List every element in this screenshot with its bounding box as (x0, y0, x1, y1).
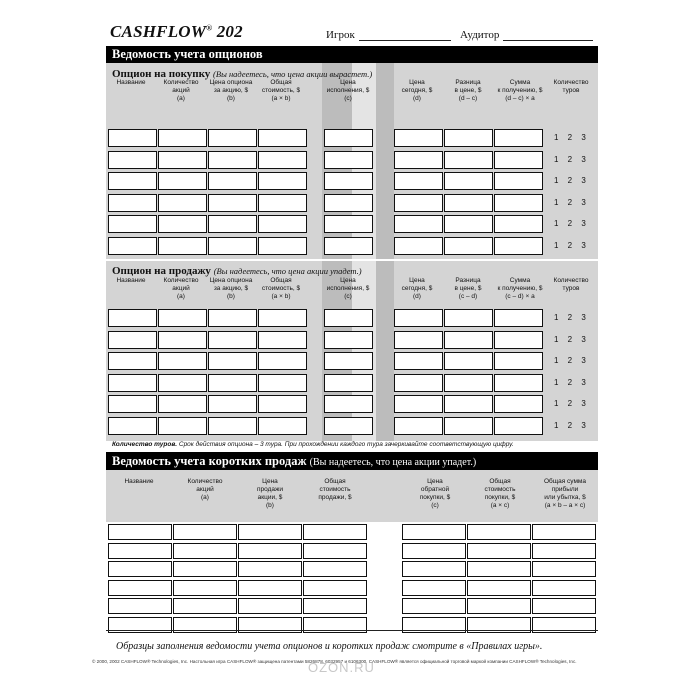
put-row-1-cell-4[interactable] (258, 309, 307, 327)
put-col-header: Общая стоимость, $ (a × b) (261, 277, 301, 300)
call-row-2-cell-6[interactable] (394, 151, 443, 169)
put-row-6-tours[interactable]: 1 2 3 (554, 420, 586, 430)
put-col-header: Название (116, 277, 146, 284)
short-row-1-cell-7[interactable] (532, 524, 596, 540)
put-row-5-tours[interactable]: 1 2 3 (554, 399, 586, 408)
put-col-header: Цена исполнения, $ (c) (326, 277, 370, 300)
call-row-5-cell-6[interactable] (394, 215, 443, 233)
put-row-4-cell-3[interactable] (208, 374, 257, 392)
put-row-6-cell-1[interactable] (108, 417, 157, 435)
put-row-3-cell-2[interactable] (158, 352, 207, 370)
put-row-2-cell-8[interactable] (494, 331, 543, 349)
footer-note: Образцы заполнения ведомости учета опционов и коротких продаж смотрите в «Правилах игры». (116, 641, 543, 652)
call-row-1-cell-6[interactable] (394, 129, 443, 147)
put-row-4-tours[interactable]: 1 2 3 (554, 377, 586, 387)
call-row-6-cell-8[interactable] (494, 237, 543, 255)
call-row-6-cell-5[interactable] (324, 237, 373, 255)
short-row-1-cell-1[interactable] (108, 524, 172, 540)
put-row-2-cell-2[interactable] (158, 331, 207, 349)
put-row-3-cell-3[interactable] (208, 352, 257, 370)
call-row-2-cell-7[interactable] (444, 151, 493, 169)
put-row-2-cell-5[interactable] (324, 331, 373, 349)
call-row-1-cell-3[interactable] (208, 129, 257, 147)
short-row-2-cell-3[interactable] (238, 543, 302, 559)
put-row-2-cell-1[interactable] (108, 331, 157, 349)
short-row-4-cell-7[interactable] (532, 580, 596, 596)
put-row-4-cell-5[interactable] (324, 374, 373, 392)
call-row-5-cell-7[interactable] (444, 215, 493, 233)
short-row-1-cell-3[interactable] (238, 524, 302, 540)
call-row-6-cell-4[interactable] (258, 237, 307, 255)
put-row-1-cell-6[interactable] (394, 309, 443, 327)
short-row-3-cell-6[interactable] (467, 561, 531, 577)
put-row-1-cell-3[interactable] (208, 309, 257, 327)
short-row-4-cell-5[interactable] (402, 580, 466, 596)
call-row-5-cell-2[interactable] (158, 215, 207, 233)
short-row-3-cell-2[interactable] (173, 561, 237, 577)
copyright-line: © 2000, 2002 CASHFLOW® Technologies, Inc. Настольная игра CASHFLOW® защищена патентами 5826878, 6032957 и 6106300. CASHFLOW® является официальной торговой маркой компании CASHFLOW® Technologies, Inc. (92, 659, 577, 664)
put-row-6-cell-8[interactable] (494, 417, 543, 435)
call-row-1-cell-7[interactable] (444, 129, 493, 147)
put-col-header: Сумма к получению, $ (c – d) × a (497, 277, 543, 300)
call-row-1-cell-8[interactable] (494, 129, 543, 147)
call-row-1-tours[interactable]: 1 2 3 (554, 133, 586, 142)
short-sales-title: Ведомость учета коротких продаж (Вы надеетесь, что цена акции упадет.) (106, 452, 598, 470)
put-row-2-tours[interactable]: 1 2 3 (554, 334, 586, 344)
call-col-header: Цена сегодня, $ (d) (401, 79, 433, 102)
short-row-1-cell-5[interactable] (402, 524, 466, 540)
cashflow-202-sheet (92, 18, 598, 670)
call-row-6-cell-1[interactable] (108, 237, 157, 255)
short-row-2-cell-2[interactable] (173, 543, 237, 559)
put-row-1-cell-1[interactable] (108, 309, 157, 327)
put-row-2-cell-3[interactable] (208, 331, 257, 349)
short-row-5-cell-6[interactable] (467, 598, 531, 614)
short-sales-header (106, 470, 598, 522)
call-row-4-cell-7[interactable] (444, 194, 493, 212)
sheet-header (106, 18, 598, 46)
short-row-2-cell-4[interactable] (303, 543, 367, 559)
options-ledger-title: Ведомость учета опционов (106, 46, 598, 63)
put-row-3-cell-4[interactable] (258, 352, 307, 370)
call-row-2-cell-5[interactable] (324, 151, 373, 169)
put-row-2-cell-7[interactable] (444, 331, 493, 349)
call-col-header: Общая стоимость, $ (a × b) (261, 79, 301, 102)
put-row-1-cell-2[interactable] (158, 309, 207, 327)
call-row-3-cell-4[interactable] (258, 172, 307, 190)
brand-title: CASHFLOW® 202 (110, 22, 243, 41)
short-row-2-cell-6[interactable] (467, 543, 531, 559)
call-row-4-cell-2[interactable] (158, 194, 207, 212)
put-row-3-tours[interactable]: 1 2 3 (554, 356, 586, 365)
put-row-5-cell-5[interactable] (324, 395, 373, 413)
put-col-header: Цена опциона за акцию, $ (b) (209, 277, 253, 300)
short-row-3-cell-5[interactable] (402, 561, 466, 577)
short-row-1-cell-2[interactable] (173, 524, 237, 540)
put-row-3-cell-6[interactable] (394, 352, 443, 370)
short-row-5-cell-5[interactable] (402, 598, 466, 614)
call-row-6-cell-2[interactable] (158, 237, 207, 255)
short-row-3-cell-4[interactable] (303, 561, 367, 577)
put-row-5-cell-3[interactable] (208, 395, 257, 413)
put-row-5-cell-2[interactable] (158, 395, 207, 413)
player-field[interactable]: Игрок (326, 29, 451, 41)
call-row-6-cell-3[interactable] (208, 237, 257, 255)
call-row-1-cell-4[interactable] (258, 129, 307, 147)
call-row-5-cell-3[interactable] (208, 215, 257, 233)
tours-note: Количество туров. Срок действия опциона – 3 тура. При прохождении каждого тура зачеркивайте соответствующую цифру. (112, 441, 514, 448)
put-row-5-cell-6[interactable] (394, 395, 443, 413)
short-row-5-cell-7[interactable] (532, 598, 596, 614)
watermark: OZON.RU (308, 660, 375, 675)
call-row-5-cell-8[interactable] (494, 215, 543, 233)
put-row-5-cell-8[interactable] (494, 395, 543, 413)
short-col-header: Общая стоимость покупки, $ (a × c) (484, 478, 516, 509)
call-row-1-cell-5[interactable] (324, 129, 373, 147)
call-row-6-cell-6[interactable] (394, 237, 443, 255)
short-row-3-cell-1[interactable] (108, 561, 172, 577)
put-row-1-tours[interactable]: 1 2 3 (554, 313, 586, 322)
put-row-6-cell-2[interactable] (158, 417, 207, 435)
put-row-3-cell-8[interactable] (494, 352, 543, 370)
call-row-4-cell-4[interactable] (258, 194, 307, 212)
put-row-3-cell-1[interactable] (108, 352, 157, 370)
put-row-3-cell-7[interactable] (444, 352, 493, 370)
short-col-header: Название (124, 478, 154, 485)
call-row-4-cell-3[interactable] (208, 194, 257, 212)
short-row-1-cell-4[interactable] (303, 524, 367, 540)
short-col-header: Общая стоимость продажи, $ (318, 478, 352, 501)
auditor-field[interactable]: Аудитор (460, 29, 593, 41)
short-row-5-cell-2[interactable] (173, 598, 237, 614)
put-row-2-cell-4[interactable] (258, 331, 307, 349)
put-col-header: Количество акций (a) (163, 277, 199, 300)
put-options-section (106, 261, 598, 441)
call-row-3-cell-5[interactable] (324, 172, 373, 190)
put-col-header: Разница в цене, $ (c – d) (454, 277, 482, 300)
put-row-2-cell-6[interactable] (394, 331, 443, 349)
call-row-3-cell-3[interactable] (208, 172, 257, 190)
short-col-header: Цена продажи акции, $ (b) (257, 478, 283, 509)
call-row-5-cell-4[interactable] (258, 215, 307, 233)
put-row-1-cell-8[interactable] (494, 309, 543, 327)
call-row-2-cell-1[interactable] (108, 151, 157, 169)
call-row-3-cell-1[interactable] (108, 172, 157, 190)
put-options-heading: Опцион на продажу (Вы надеетесь, что цена акции упадет.) (112, 265, 362, 277)
short-row-4-cell-1[interactable] (108, 580, 172, 596)
short-row-5-cell-3[interactable] (238, 598, 302, 614)
short-row-2-cell-5[interactable] (402, 543, 466, 559)
call-col-header: Количество акций (a) (163, 79, 199, 102)
call-col-header: Сумма к получению, $ (d – c) × a (497, 79, 543, 102)
call-row-2-tours[interactable]: 1 2 3 (554, 154, 586, 164)
call-row-2-cell-8[interactable] (494, 151, 543, 169)
short-row-4-cell-6[interactable] (467, 580, 531, 596)
call-row-4-cell-5[interactable] (324, 194, 373, 212)
put-row-4-cell-8[interactable] (494, 374, 543, 392)
call-row-1-cell-2[interactable] (158, 129, 207, 147)
short-row-4-cell-4[interactable] (303, 580, 367, 596)
call-row-3-cell-2[interactable] (158, 172, 207, 190)
call-col-header: Цена опциона за акцию, $ (b) (209, 79, 253, 102)
call-row-5-tours[interactable]: 1 2 3 (554, 219, 586, 228)
short-col-header: Цена обратной покупки, $ (c) (419, 478, 451, 509)
put-col-header: Цена сегодня, $ (d) (401, 277, 433, 300)
put-row-4-cell-7[interactable] (444, 374, 493, 392)
put-row-4-cell-1[interactable] (108, 374, 157, 392)
put-row-1-cell-5[interactable] (324, 309, 373, 327)
put-row-4-cell-4[interactable] (258, 374, 307, 392)
call-row-3-cell-8[interactable] (494, 172, 543, 190)
call-row-5-cell-1[interactable] (108, 215, 157, 233)
call-row-6-cell-7[interactable] (444, 237, 493, 255)
short-row-2-cell-1[interactable] (108, 543, 172, 559)
call-row-3-tours[interactable]: 1 2 3 (554, 176, 586, 185)
short-row-1-cell-6[interactable] (467, 524, 531, 540)
call-row-4-tours[interactable]: 1 2 3 (554, 197, 586, 207)
put-col-header: Количество туров (553, 277, 589, 292)
put-row-3-cell-5[interactable] (324, 352, 373, 370)
call-row-6-tours[interactable]: 1 2 3 (554, 240, 586, 250)
short-row-5-cell-4[interactable] (303, 598, 367, 614)
put-row-6-cell-7[interactable] (444, 417, 493, 435)
put-row-6-cell-5[interactable] (324, 417, 373, 435)
short-col-header: Количество акций (a) (187, 478, 223, 501)
call-row-2-cell-2[interactable] (158, 151, 207, 169)
call-row-4-cell-6[interactable] (394, 194, 443, 212)
call-row-4-cell-8[interactable] (494, 194, 543, 212)
call-row-3-cell-7[interactable] (444, 172, 493, 190)
put-row-5-cell-1[interactable] (108, 395, 157, 413)
short-col-header: Общая сумма прибыли или убытка, $ (a × b – a × c) (543, 478, 587, 509)
call-col-header: Количество туров (553, 79, 589, 94)
put-row-6-cell-6[interactable] (394, 417, 443, 435)
put-row-4-cell-2[interactable] (158, 374, 207, 392)
call-col-header: Название (116, 79, 146, 86)
put-row-1-cell-7[interactable] (444, 309, 493, 327)
call-row-4-cell-1[interactable] (108, 194, 157, 212)
put-row-5-cell-7[interactable] (444, 395, 493, 413)
call-col-header: Разница в цене, $ (d – c) (454, 79, 482, 102)
short-row-5-cell-1[interactable] (108, 598, 172, 614)
call-row-2-cell-3[interactable] (208, 151, 257, 169)
short-row-4-cell-3[interactable] (238, 580, 302, 596)
short-row-4-cell-2[interactable] (173, 580, 237, 596)
put-row-5-cell-4[interactable] (258, 395, 307, 413)
call-options-heading: Опцион на покупку (Вы надеетесь, что цена акции вырастет.) (112, 68, 373, 80)
call-options-section (106, 63, 598, 259)
call-row-2-cell-4[interactable] (258, 151, 307, 169)
call-row-3-cell-6[interactable] (394, 172, 443, 190)
call-col-header: Цена исполнения, $ (c) (326, 79, 370, 102)
short-row-3-cell-3[interactable] (238, 561, 302, 577)
put-row-6-cell-3[interactable] (208, 417, 257, 435)
put-row-4-cell-6[interactable] (394, 374, 443, 392)
short-row-3-cell-7[interactable] (532, 561, 596, 577)
call-row-1-cell-1[interactable] (108, 129, 157, 147)
put-row-6-cell-4[interactable] (258, 417, 307, 435)
short-row-2-cell-7[interactable] (532, 543, 596, 559)
call-row-5-cell-5[interactable] (324, 215, 373, 233)
